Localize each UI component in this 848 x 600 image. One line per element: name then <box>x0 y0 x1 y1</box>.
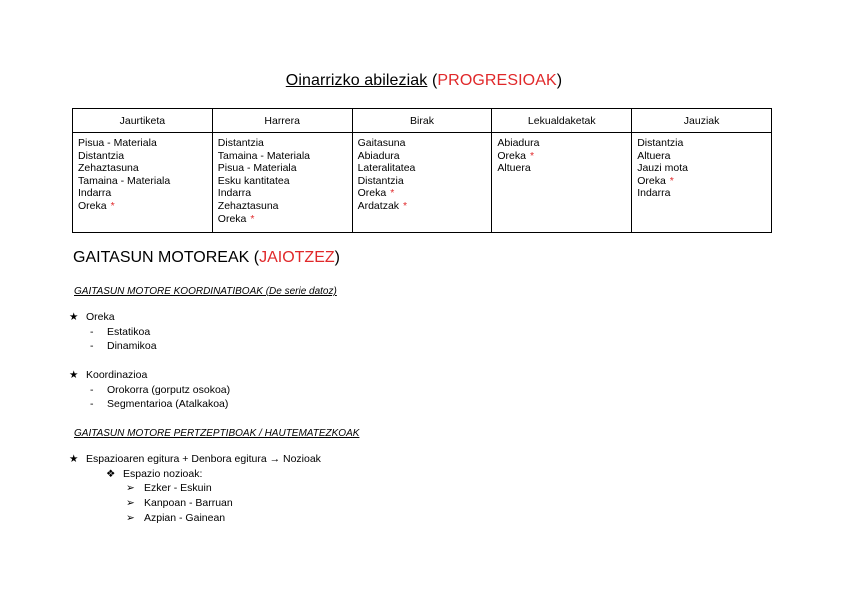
star-bullet-icon: ★ <box>69 311 79 323</box>
section-heading: GAITASUN MOTOREAK (JAIOTZEZ) <box>73 249 340 266</box>
table-cell-jaurtiketa <box>73 133 213 233</box>
cell-item: Indarra <box>78 187 112 200</box>
cell-item: Oreka * <box>217 212 255 225</box>
dash-bullet-icon: - <box>90 340 94 353</box>
cell-item: Zehaztasuna <box>78 162 139 175</box>
title-main: Oinarrizko abileziak <box>285 72 428 89</box>
dash-bullet-icon: - <box>90 383 94 396</box>
cell-item: Altuera <box>497 162 531 175</box>
column-header: Birak <box>352 109 492 133</box>
table-header-row <box>73 109 772 133</box>
column-header: Jauziak <box>632 109 772 133</box>
list-item: ❖ Espazio nozioak: <box>106 467 203 480</box>
dash-bullet-icon: - <box>90 325 94 338</box>
asterisk-mark: * <box>390 187 395 200</box>
table-cell-jauziak <box>632 133 772 233</box>
arrow-bullet-icon: ➢ <box>126 497 135 510</box>
koordinazioa-list <box>69 368 230 412</box>
cell-item: Ardatzak * <box>357 199 408 212</box>
page-title <box>0 72 848 90</box>
list-item: - Segmentarioa (Atalkakoa) <box>90 398 229 411</box>
cell-item: Distantzia <box>637 137 684 149</box>
table-cell-birak <box>352 133 492 233</box>
title-highlight: PROGRESIOAK <box>437 72 557 89</box>
cell-item: Indarra <box>217 187 252 200</box>
heading-highlight: JAIOTZEZ <box>259 249 335 266</box>
star-bullet-icon: ★ <box>69 369 79 381</box>
table-row <box>73 133 772 233</box>
cell-item: Oreka * <box>357 187 395 200</box>
asterisk-mark: * <box>529 149 535 162</box>
table-cell-harrera <box>212 133 352 233</box>
asterisk-mark: * <box>250 212 255 225</box>
title-paren-close: ) <box>556 72 563 89</box>
list-item: ★ Oreka <box>69 311 115 323</box>
list-item: - Orokorra (gorputz osokoa) <box>90 383 231 396</box>
arrow-bullet-icon: ➢ <box>126 482 135 495</box>
subheading-pertzeptiboak: GAITASUN MOTORE PERTZEPTIBOAK / HAUTEMATEZKOAK <box>74 428 360 439</box>
skills-table <box>72 108 772 233</box>
cell-item: Altuera <box>637 149 671 162</box>
asterisk-mark: * <box>110 199 115 212</box>
arrow-bullet-icon: ➢ <box>126 511 135 524</box>
cell-item: Esku kantitatea <box>217 174 290 187</box>
list-item: ★ Espazioaren egitura + Denbora egitura → Nozioak <box>69 453 321 465</box>
cell-item: Indarra <box>637 187 671 200</box>
cell-item: Abiadura <box>497 137 540 149</box>
column-header: Harrera <box>212 109 352 133</box>
diamond-bullet-icon: ❖ <box>106 467 116 480</box>
cell-item: Pisua - Materiala <box>217 162 297 175</box>
list-item: - Dinamikoa <box>90 340 157 353</box>
list-item: ➢ Ezker - Eskuin <box>126 482 212 495</box>
list-item: ★ Koordinazioa <box>69 369 148 381</box>
subheading-koordinatiboak: GAITASUN MOTORE KOORDINATIBOAK (De serie datoz) <box>74 286 337 297</box>
cell-item: Oreka * <box>637 174 674 187</box>
list-item: ➢ Azpian - Gainean <box>126 511 226 524</box>
cell-item: Tamaina - Materiala <box>78 174 171 187</box>
list-item: ➢ Kanpoan - Barruan <box>126 497 233 510</box>
column-header: Lekualdaketak <box>492 109 632 133</box>
oreka-list <box>69 310 157 354</box>
cell-item: Gaitasuna <box>357 137 406 149</box>
cell-item: Tamaina - Materiala <box>217 149 310 162</box>
asterisk-mark: * <box>669 174 674 187</box>
cell-item: Distantzia <box>217 137 264 149</box>
cell-item: Distantzia <box>357 174 404 187</box>
cell-item: Lateralitatea <box>357 162 416 175</box>
table-cell-lekualdaketak <box>492 133 632 233</box>
cell-item: Oreka * <box>497 149 535 162</box>
cell-item: Oreka * <box>78 199 115 212</box>
espazio-list <box>69 452 321 526</box>
star-bullet-icon: ★ <box>69 453 79 465</box>
cell-item: Jauzi mota <box>637 162 688 175</box>
column-header: Jaurtiketa <box>73 109 213 133</box>
title-paren-open: ( <box>427 72 438 89</box>
cell-item: Distantzia <box>78 149 125 162</box>
cell-item: Abiadura <box>357 149 400 162</box>
cell-item: Pisua - Materiala <box>78 137 157 149</box>
dash-bullet-icon: - <box>90 398 94 411</box>
list-item: - Estatikoa <box>90 325 151 338</box>
asterisk-mark: * <box>403 199 408 212</box>
cell-item: Zehaztasuna <box>217 199 279 212</box>
